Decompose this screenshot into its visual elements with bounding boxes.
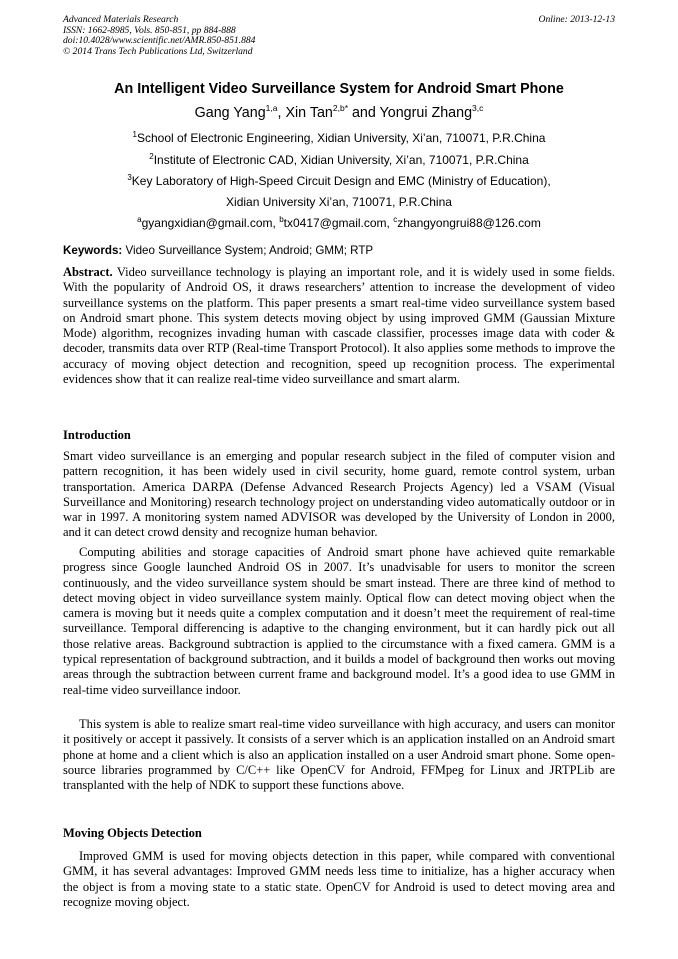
author-superscript: 2,b* xyxy=(332,103,348,113)
section-heading-moving-objects: Moving Objects Detection xyxy=(63,826,202,840)
journal-name: Advanced Materials Research xyxy=(63,14,179,25)
author-list xyxy=(0,104,678,122)
keywords-text: Video Surveillance System; Android; GMM; RTP xyxy=(122,244,374,257)
journal-header xyxy=(63,15,615,57)
online-date: Online: 2013-12-13 xyxy=(538,14,615,25)
journal-doi: doi:10.4028/www.scientific.net/AMR.850-851.884 xyxy=(63,35,256,47)
keywords xyxy=(63,244,615,258)
affiliation-1: $^1$School of Electronic Engineering, Xidian University, Xi’an, 710071, P.R.China xyxy=(132,130,546,145)
journal-copyright: © 2014 Trans Tech Publications Ltd, Switzerland xyxy=(63,45,253,57)
abstract-text: Video surveillance technology is playing an important role, and it is widely used in some fields. With the popularity of Android OS, it draws researchers’ attention to increase the development of video surveillance systems on the platform. This paper presents a smart real-time video surveillance system based on Android smart phone. This system detects moving object by using improved GMM (Gaussian Mixture Mode) algorithm, recognizes invading human with cascade classifier, processes image data with coder & decoder, transmits data over RTP (Real-time Transport Protocol). It also applies some methods to improve the accuracy of moving object detection and recognition, speed up recognition process. The experimental evidences show that it can realize real-time video surveillance and smart alarm. xyxy=(63,265,615,387)
author-name: Xin Tan xyxy=(285,105,333,121)
author-emails: $^a$gyangxidian@gmail.com, $^b$tx0417@gmail.com, $^c$zhangyongrui88@126.com xyxy=(137,215,541,230)
author-superscript: 3,c xyxy=(472,103,484,113)
affiliation-3-line-2: Xidian University Xi’an, 710071, P.R.China xyxy=(226,195,452,209)
paper-title: An Intelligent Video Surveillance System for Android Smart Phone xyxy=(114,81,564,97)
journal-issn: ISSN: 1662-8985, Vols. 850-851, pp 884-888 xyxy=(63,24,236,36)
author-name: Yongrui Zhang xyxy=(379,105,473,121)
abstract-label: Abstract. xyxy=(63,265,113,279)
moving-objects-paragraph-1: Improved GMM is used for moving objects detection in this paper, while compared with conventional GMM, it has several advantages: Improved GMM needs less time to initialize, has a higher accuracy when the object is from a moving state to a static state. OpenCV for Android is used to detect moving area and recognize moving object. xyxy=(63,849,615,909)
keywords-label: Keywords: xyxy=(63,244,123,257)
author-name: Gang Yang xyxy=(194,105,266,121)
author-separator: , xyxy=(277,105,286,121)
abstract xyxy=(63,265,615,387)
intro-paragraph-3: This system is able to realize smart real-time video surveillance with high accuracy, and users can monitor it positively or accept it passively. It consists of a server which is an application installed on an Android smart phone at home and a client which is also an application installed on a user Android smart phone. Some open-source libraries programmed by C/C++ like OpenCV for Android, FFMpeg for Linux and JRTPLib are transplanted with the help of NDK to support these functions above. xyxy=(63,717,615,793)
intro-paragraph-2: Computing abilities and storage capacities of Android smart phone have achieved quite remarkable progress since Google launched Android OS in 2007. It’s unadvisable for users to monitor the screen continuously, and the video surveillance system should be smart instead. There are three kind of method to detect moving object in video surveillance system mainly. Optical flow can detect moving object when the camera is moving but it needs quite a complex computation and it doesn’t meet the requirement of real-time surveillance. Temporal differencing is adaptive to the changing environment, but it can hardly pick out all those relative areas. Background subtraction is applied to the circumstance with a fixed camera. GMM is a typical representation of background subtraction, and it builds a model of background then works out moving areas through the subtraction between current frame and background model. It’s a good idea to use GMM in real-time video surveillance indoor. xyxy=(63,545,615,697)
section-heading-introduction: Introduction xyxy=(63,428,131,442)
author-superscript: 1,a xyxy=(265,103,278,113)
intro-paragraph-1: Smart video surveillance is an emerging and popular research subject in the filed of computer vision and pattern recognition, it has been widely used in civil security, home guard, remote control system, urban transportation. America DARPA (Defense Advanced Research Projects Agency) led a VSAM (Visual Surveillance and Monitoring) research technology project on understanding video automatically outdoor or in war in 1997. A monitoring system named ADVISOR was developed by the University of London in 2000, and it can detect crowd density and recognize human behavior. xyxy=(63,449,615,540)
author-separator: and xyxy=(348,105,380,121)
affiliation-3: $^3$Key Laboratory of High-Speed Circuit Design and EMC (Ministry of Education), xyxy=(127,173,551,188)
affiliation-2: $^2$Institute of Electronic CAD, Xidian University, Xi’an, 710071, P.R.China xyxy=(149,152,529,167)
